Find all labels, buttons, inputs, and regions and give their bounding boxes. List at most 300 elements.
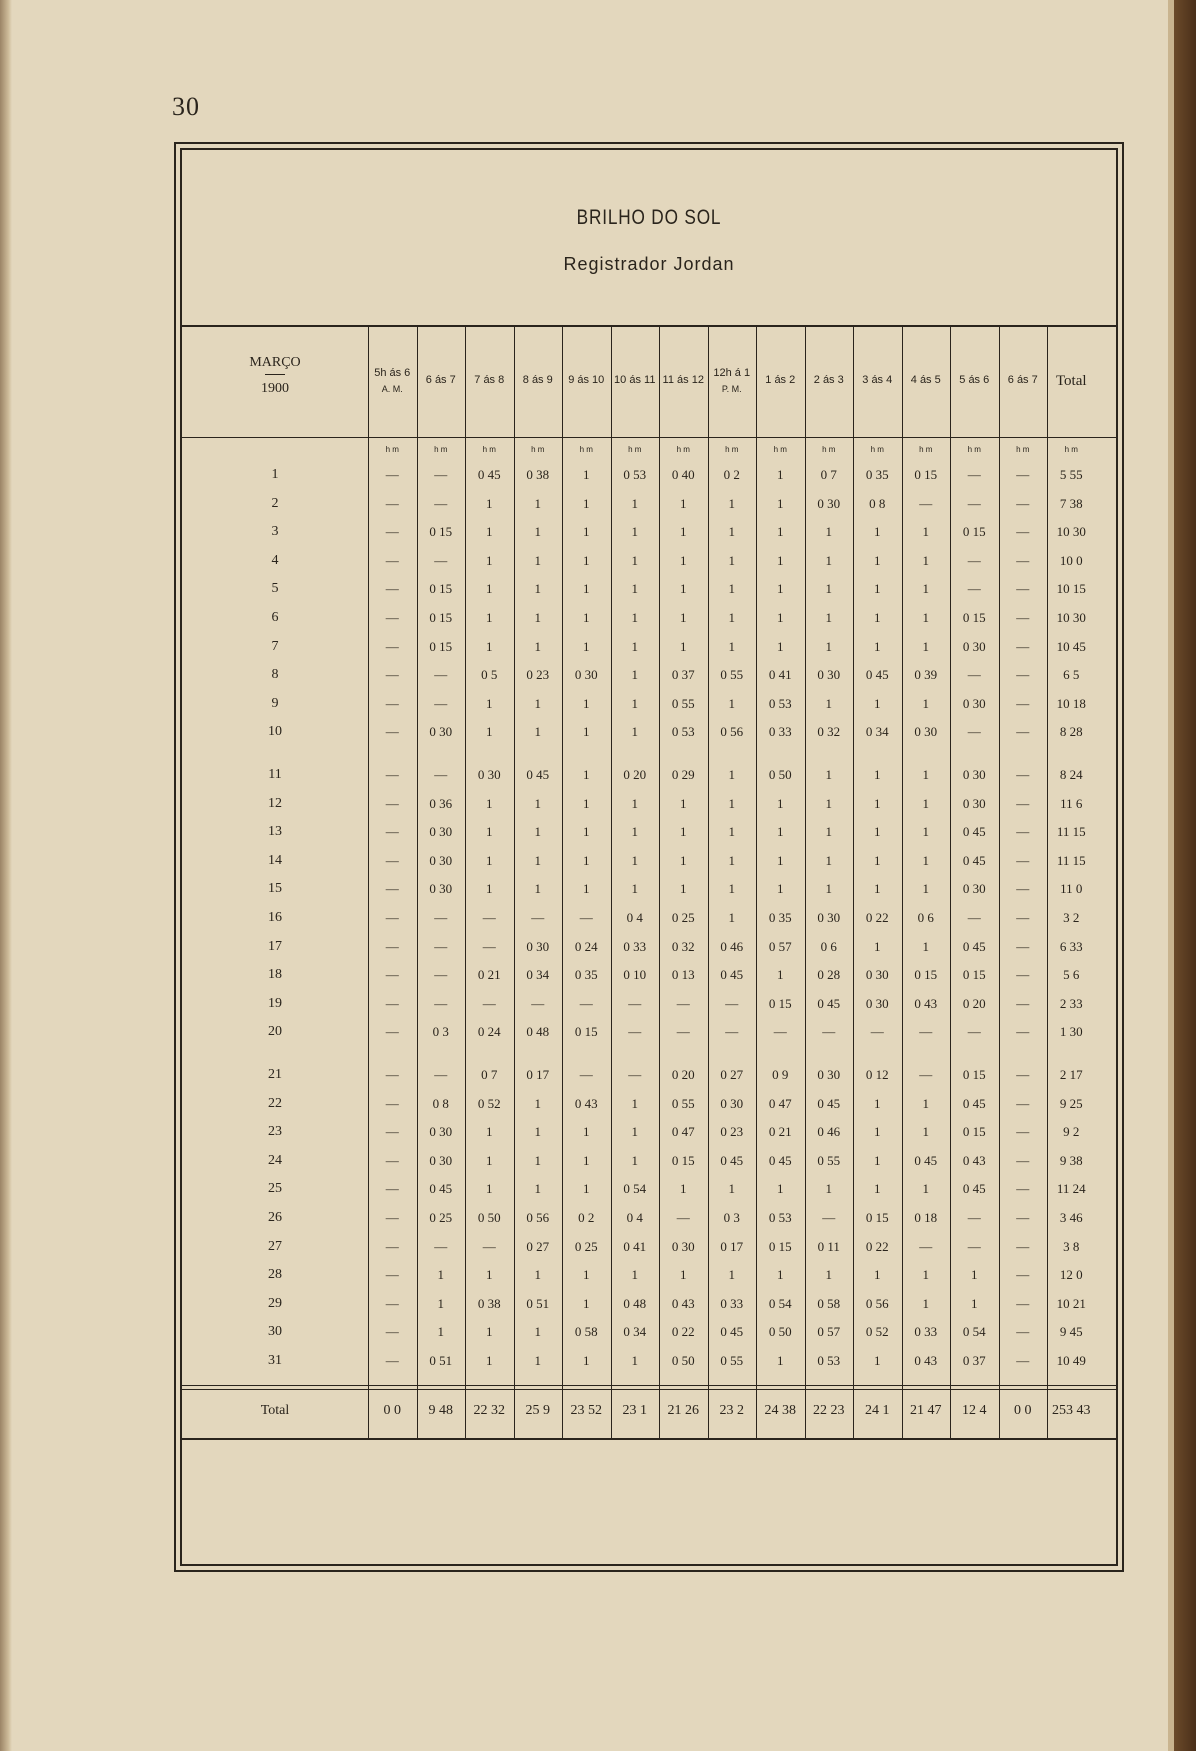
- value-cell: —: [434, 1067, 448, 1082]
- value-cell: 1: [728, 910, 735, 925]
- column-header: [659, 325, 708, 437]
- value-cell: 1: [922, 1295, 929, 1311]
- value-cell: —: [1016, 581, 1030, 597]
- value-cell: —: [676, 1210, 690, 1225]
- value-cell: 7 38: [1059, 495, 1083, 511]
- unit-label: h m: [385, 445, 399, 454]
- value-cell: 11 6: [1060, 795, 1083, 811]
- value-cell: 1: [922, 1124, 929, 1140]
- value-cell: 1: [728, 610, 735, 625]
- value-cell: 1: [728, 1181, 735, 1197]
- value-cell: 1: [534, 552, 541, 568]
- value-cell: 0 3: [432, 1024, 449, 1040]
- value-cell: 1: [922, 524, 929, 540]
- value-cell: —: [385, 1210, 399, 1225]
- column-header: [611, 325, 660, 437]
- value-cell: 10 21: [1056, 1295, 1086, 1311]
- table-row: [182, 633, 1116, 661]
- value-cell: —: [967, 724, 981, 740]
- unit-label: h m: [482, 445, 496, 454]
- value-cell: 1: [486, 824, 493, 840]
- value-cell: 0 50: [768, 1324, 792, 1340]
- value-cell: 0 45: [914, 1152, 938, 1168]
- day-cell: 11: [268, 767, 282, 782]
- value-cell: 1: [486, 581, 493, 597]
- value-cell: —: [385, 581, 399, 597]
- value-cell: —: [967, 581, 981, 597]
- table-row: [182, 1261, 1116, 1289]
- value-cell: 0 30: [574, 667, 598, 683]
- value-cell: 1: [680, 524, 687, 540]
- value-cell: 1: [728, 767, 735, 782]
- value-cell: 0 6: [820, 938, 837, 954]
- value-cell: 1: [777, 795, 784, 811]
- value-cell: —: [967, 1210, 981, 1225]
- value-cell: 1: [631, 1124, 638, 1140]
- value-cell: 0 53: [817, 1353, 841, 1368]
- day-cell: 6: [271, 610, 279, 625]
- value-cell: 0 41: [623, 1238, 647, 1254]
- value-cell: 10 18: [1056, 695, 1086, 711]
- value-cell: 0 45: [817, 1095, 841, 1111]
- value-cell: —: [967, 495, 981, 511]
- value-cell: —: [434, 552, 448, 568]
- table-row: [182, 1233, 1116, 1261]
- value-cell: 1: [486, 1324, 493, 1340]
- value-cell: —: [434, 767, 448, 782]
- value-cell: 1: [583, 1181, 590, 1197]
- page-left-edge: [0, 0, 12, 1751]
- value-cell: —: [1016, 1124, 1030, 1140]
- value-cell: 1: [486, 1124, 493, 1140]
- value-cell: 0 45: [962, 1181, 986, 1197]
- total-cell: 25 9: [525, 1403, 550, 1418]
- page-binding: [1174, 0, 1196, 1751]
- value-cell: —: [1016, 995, 1030, 1011]
- value-cell: —: [1016, 1295, 1030, 1311]
- value-cell: 0 43: [914, 995, 938, 1011]
- value-cell: 0 22: [865, 1238, 889, 1254]
- day-cell: 14: [268, 852, 282, 868]
- value-cell: 1: [534, 1353, 541, 1368]
- value-cell: 1: [486, 524, 493, 540]
- value-cell: 1: [825, 1181, 832, 1197]
- value-cell: 1: [874, 552, 881, 568]
- value-cell: 0 24: [477, 1024, 501, 1040]
- value-cell: 0 47: [671, 1124, 695, 1140]
- value-cell: 0 30: [671, 1238, 695, 1254]
- value-cell: 0 58: [817, 1295, 841, 1311]
- value-cell: —: [579, 910, 593, 925]
- value-cell: 0 33: [623, 938, 647, 954]
- value-cell: 1: [728, 552, 735, 568]
- value-cell: 0 5: [481, 667, 498, 683]
- total-cell: 21 26: [667, 1403, 699, 1418]
- value-cell: 1: [922, 581, 929, 597]
- value-cell: —: [579, 1067, 593, 1082]
- value-cell: 0 30: [962, 881, 986, 897]
- table-row: [182, 847, 1116, 875]
- value-cell: 1: [971, 1295, 978, 1311]
- value-cell: 1: [922, 852, 929, 868]
- table-row: [182, 490, 1116, 518]
- value-cell: 1: [777, 1353, 784, 1368]
- value-cell: —: [385, 1152, 399, 1168]
- value-cell: 1: [583, 1353, 590, 1368]
- value-cell: —: [482, 995, 496, 1011]
- value-cell: 1: [874, 795, 881, 811]
- value-cell: 3 2: [1063, 910, 1080, 925]
- value-cell: 0 45: [768, 1152, 792, 1168]
- table-row: [182, 904, 1116, 932]
- value-cell: 1: [922, 552, 929, 568]
- value-cell: 1: [583, 767, 590, 782]
- value-cell: —: [725, 995, 739, 1011]
- value-cell: 0 30: [962, 638, 986, 654]
- day-cell: 5: [271, 581, 279, 597]
- value-cell: —: [1016, 1238, 1030, 1254]
- value-cell: 1: [777, 495, 784, 511]
- column-header-period: A. M.: [381, 384, 403, 395]
- value-cell: 1: [922, 1095, 929, 1111]
- value-cell: —: [822, 1210, 836, 1225]
- value-cell: 1: [922, 767, 929, 782]
- value-cell: 0 24: [574, 938, 598, 954]
- value-cell: 0 58: [574, 1324, 598, 1340]
- value-cell: 0 53: [623, 467, 647, 482]
- value-cell: 1: [825, 795, 832, 811]
- value-cell: 1: [874, 1181, 881, 1197]
- value-cell: —: [385, 467, 399, 482]
- value-cell: —: [482, 938, 496, 954]
- value-cell: 0 27: [720, 1067, 744, 1082]
- value-cell: 9 45: [1059, 1324, 1083, 1340]
- value-cell: 0 45: [865, 667, 889, 683]
- value-cell: 1: [874, 824, 881, 840]
- value-cell: 1: [534, 581, 541, 597]
- value-cell: 1: [583, 610, 590, 625]
- value-cell: 1: [825, 824, 832, 840]
- value-cell: 0 33: [914, 1324, 938, 1340]
- value-cell: 0 35: [768, 910, 792, 925]
- table-row: [182, 1118, 1116, 1146]
- value-cell: 0 45: [720, 967, 744, 983]
- value-cell: —: [870, 1024, 884, 1040]
- value-cell: 1: [583, 695, 590, 711]
- value-cell: —: [1016, 610, 1030, 625]
- value-cell: 1: [631, 524, 638, 540]
- value-cell: 1: [777, 552, 784, 568]
- value-cell: —: [919, 1238, 933, 1254]
- day-cell: 3: [271, 524, 279, 540]
- value-cell: 1: [534, 852, 541, 868]
- value-cell: —: [385, 524, 399, 540]
- table-row: [182, 1061, 1116, 1089]
- unit-label: h m: [967, 445, 981, 454]
- value-cell: 1: [874, 1353, 881, 1368]
- value-cell: 1: [486, 552, 493, 568]
- value-cell: 0 30: [429, 724, 453, 740]
- value-cell: 1: [728, 581, 735, 597]
- value-cell: —: [628, 1067, 642, 1082]
- value-cell: 0 43: [671, 1295, 695, 1311]
- value-cell: 0 15: [962, 610, 986, 625]
- value-cell: 0 23: [526, 667, 550, 683]
- value-cell: 0 21: [768, 1124, 792, 1140]
- value-cell: —: [822, 1024, 836, 1040]
- value-cell: 0 18: [914, 1210, 938, 1225]
- value-cell: 1: [777, 610, 784, 625]
- value-cell: —: [385, 724, 399, 740]
- day-cell: 22: [268, 1095, 282, 1111]
- value-cell: 0 20: [671, 1067, 695, 1082]
- value-cell: 1: [631, 795, 638, 811]
- total-cell: 22 23: [813, 1403, 845, 1418]
- day-cell: 12: [268, 795, 282, 811]
- column-header-label: 7 ás 8: [474, 374, 505, 387]
- value-cell: —: [1016, 638, 1030, 654]
- value-cell: 1: [874, 1095, 881, 1111]
- value-cell: 1: [777, 638, 784, 654]
- value-cell: 0 30: [914, 724, 938, 740]
- value-cell: 1: [534, 1324, 541, 1340]
- value-cell: —: [1016, 1067, 1030, 1082]
- day-cell: 17: [268, 938, 282, 954]
- value-cell: 0 3: [723, 1210, 740, 1225]
- column-header-label: 1 ás 2: [765, 374, 796, 387]
- day-cell: 24: [268, 1152, 282, 1168]
- value-cell: 1: [583, 724, 590, 740]
- value-cell: 0 32: [671, 938, 695, 954]
- table-row: [182, 1290, 1116, 1318]
- column-header: [999, 325, 1048, 437]
- value-cell: 0 30: [962, 795, 986, 811]
- value-cell: 0 53: [768, 695, 792, 711]
- unit-label: h m: [1064, 445, 1078, 454]
- value-cell: 0 47: [768, 1095, 792, 1111]
- total-cell: 24 1: [865, 1403, 890, 1418]
- value-cell: 1: [631, 852, 638, 868]
- sunshine-table: [182, 325, 1116, 1440]
- day-cell: 15: [268, 881, 282, 897]
- day-cell: 30: [268, 1324, 282, 1340]
- value-cell: —: [1016, 695, 1030, 711]
- value-cell: —: [1016, 1210, 1030, 1225]
- value-cell: 0 54: [768, 1295, 792, 1311]
- value-cell: 1: [825, 552, 832, 568]
- value-cell: —: [1016, 467, 1030, 482]
- value-cell: 2 17: [1059, 1067, 1083, 1082]
- value-cell: 0 25: [671, 910, 695, 925]
- value-cell: 1: [728, 824, 735, 840]
- value-cell: 0 10: [623, 967, 647, 983]
- value-cell: 1: [534, 1267, 541, 1283]
- unit-label: h m: [676, 445, 690, 454]
- value-cell: 0 51: [526, 1295, 550, 1311]
- month-label: MARÇO: [249, 355, 301, 370]
- value-cell: 0 15: [574, 1024, 598, 1040]
- value-cell: 0 15: [768, 995, 792, 1011]
- day-cell: 25: [268, 1181, 282, 1197]
- value-cell: 5 55: [1059, 467, 1083, 482]
- value-cell: 12 0: [1059, 1267, 1083, 1283]
- value-cell: 0 30: [429, 824, 453, 840]
- column-header-label: Total: [1055, 373, 1087, 389]
- value-cell: —: [773, 1024, 787, 1040]
- value-cell: 1: [486, 1152, 493, 1168]
- value-cell: 1: [922, 881, 929, 897]
- value-cell: 0 20: [623, 767, 647, 782]
- value-cell: 1: [777, 881, 784, 897]
- day-cell: 29: [268, 1295, 282, 1311]
- value-cell: 0 38: [477, 1295, 501, 1311]
- value-cell: 1: [583, 581, 590, 597]
- value-cell: 1: [534, 824, 541, 840]
- value-cell: 0 55: [671, 1095, 695, 1111]
- value-cell: 11 0: [1060, 881, 1083, 897]
- value-cell: 0 29: [671, 767, 695, 782]
- value-cell: 1: [777, 1267, 784, 1283]
- title-box: [182, 150, 1116, 327]
- table-row: [182, 547, 1116, 575]
- value-cell: 0 30: [865, 995, 889, 1011]
- column-header-label: 9 ás 10: [568, 374, 605, 387]
- value-cell: —: [385, 1024, 399, 1040]
- value-cell: —: [385, 1124, 399, 1140]
- value-cell: 1: [437, 1324, 444, 1340]
- value-cell: —: [1016, 767, 1030, 782]
- value-cell: 1: [874, 767, 881, 782]
- day-cell: 9: [271, 695, 279, 711]
- table-row: [182, 875, 1116, 903]
- value-cell: 0 15: [962, 524, 986, 540]
- total-cell: 21 47: [910, 1403, 942, 1418]
- value-cell: —: [385, 667, 399, 683]
- value-cell: 1: [437, 1267, 444, 1283]
- value-cell: —: [482, 910, 496, 925]
- value-cell: —: [385, 767, 399, 782]
- value-cell: 10 30: [1056, 610, 1086, 625]
- value-cell: —: [385, 1181, 399, 1197]
- value-cell: 0 30: [526, 938, 550, 954]
- column-header: [853, 325, 902, 437]
- day-cell: 28: [268, 1267, 282, 1283]
- column-header: [708, 325, 757, 437]
- value-cell: 0 48: [526, 1024, 550, 1040]
- total-cell: 24 38: [764, 1403, 796, 1418]
- value-cell: 1: [486, 795, 493, 811]
- value-cell: 1: [825, 767, 832, 782]
- value-cell: —: [967, 910, 981, 925]
- value-cell: 0 37: [671, 667, 695, 683]
- value-cell: 1: [631, 552, 638, 568]
- table-row: [182, 1347, 1116, 1375]
- value-cell: 0 35: [574, 967, 598, 983]
- value-cell: 0 15: [429, 610, 453, 625]
- value-cell: —: [385, 910, 399, 925]
- value-cell: 0 55: [720, 667, 744, 683]
- value-cell: 1: [583, 495, 590, 511]
- value-cell: 1: [437, 1295, 444, 1311]
- unit-label: h m: [531, 445, 545, 454]
- value-cell: 11 24: [1056, 1181, 1086, 1197]
- table-frame: [180, 148, 1118, 1566]
- column-header: [1047, 325, 1096, 437]
- table-row: [182, 461, 1116, 489]
- value-cell: 1: [680, 824, 687, 840]
- value-cell: 0 25: [574, 1238, 598, 1254]
- value-cell: —: [385, 610, 399, 625]
- value-cell: 9 38: [1059, 1152, 1083, 1168]
- value-cell: 0 55: [671, 695, 695, 711]
- value-cell: —: [434, 967, 448, 983]
- value-cell: —: [434, 495, 448, 511]
- value-cell: 1: [583, 1267, 590, 1283]
- total-cell: 9 48: [428, 1403, 453, 1418]
- value-cell: —: [1016, 724, 1030, 740]
- value-cell: —: [434, 695, 448, 711]
- value-cell: 0 15: [671, 1152, 695, 1168]
- value-cell: —: [385, 1238, 399, 1254]
- value-cell: 1: [486, 695, 493, 711]
- value-cell: 0 25: [429, 1210, 453, 1225]
- value-cell: 0 45: [962, 852, 986, 868]
- value-cell: —: [385, 552, 399, 568]
- value-cell: —: [1016, 1324, 1030, 1340]
- column-header-label: 8 ás 9: [522, 374, 553, 387]
- value-cell: 1: [631, 667, 638, 683]
- column-header-label: 6 ás 7: [1007, 374, 1038, 387]
- month-header: [182, 355, 368, 398]
- value-cell: 1: [825, 852, 832, 868]
- value-cell: 0 22: [671, 1324, 695, 1340]
- value-cell: 0 8: [432, 1095, 449, 1111]
- value-cell: 0 15: [914, 467, 938, 482]
- value-cell: 0 4: [626, 1210, 643, 1225]
- table-row: [182, 1204, 1116, 1232]
- unit-label: h m: [822, 445, 836, 454]
- value-cell: —: [385, 1067, 399, 1082]
- table-title: BRILHO DO SOL: [576, 206, 722, 229]
- value-cell: 1: [631, 1095, 638, 1111]
- value-cell: —: [1016, 967, 1030, 983]
- value-cell: 1: [486, 881, 493, 897]
- value-cell: 1: [486, 638, 493, 654]
- value-cell: —: [434, 995, 448, 1011]
- value-cell: —: [628, 995, 642, 1011]
- value-cell: 1: [728, 852, 735, 868]
- column-header: [902, 325, 951, 437]
- value-cell: 0 4: [626, 910, 643, 925]
- value-cell: 0 56: [526, 1210, 550, 1225]
- value-cell: 1: [583, 795, 590, 811]
- total-cell: 23 2: [719, 1403, 744, 1418]
- column-header-label: 12h á 1: [713, 367, 751, 379]
- value-cell: 0 55: [817, 1152, 841, 1168]
- value-cell: 1: [631, 824, 638, 840]
- value-cell: 1: [728, 695, 735, 711]
- table-subtitle: Registrador Jordan: [563, 254, 735, 274]
- column-header-label: 2 ás 3: [813, 374, 844, 387]
- unit-label: h m: [1016, 445, 1030, 454]
- value-cell: 10 49: [1056, 1353, 1086, 1368]
- unit-label: h m: [434, 445, 448, 454]
- value-cell: —: [385, 495, 399, 511]
- table-row: [182, 718, 1116, 746]
- value-cell: 0 30: [962, 695, 986, 711]
- day-cell: 1: [271, 467, 279, 482]
- value-cell: 0 27: [526, 1238, 550, 1254]
